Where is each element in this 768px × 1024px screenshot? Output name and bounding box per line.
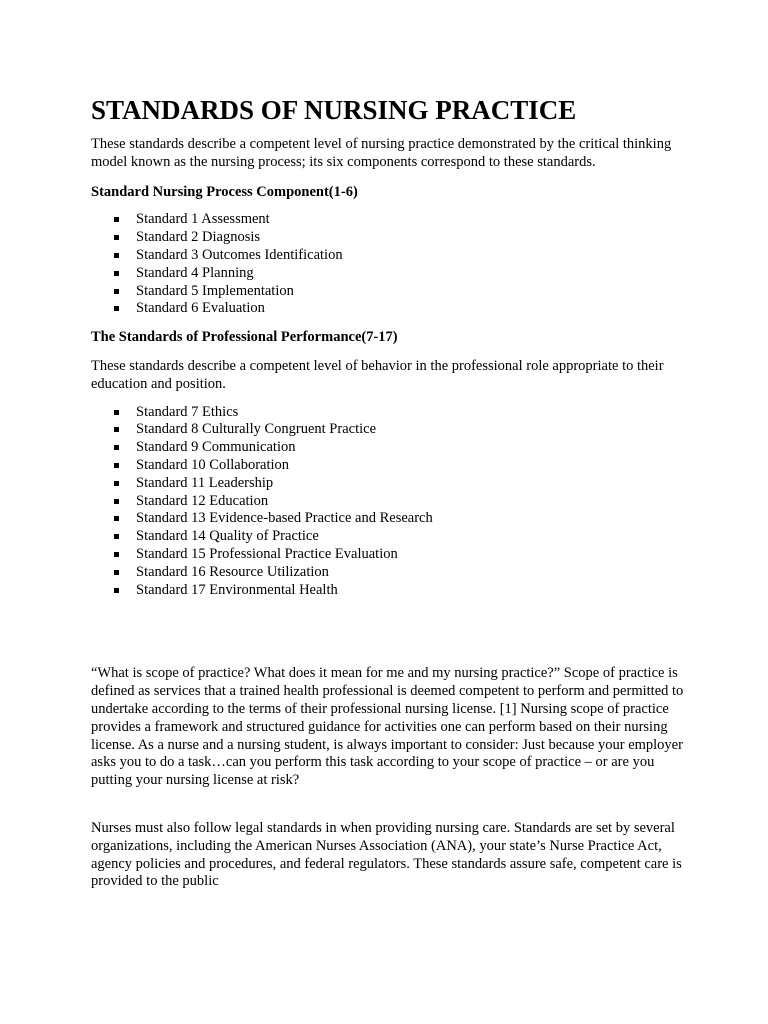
legal-standards-paragraph: Nurses must also follow legal standards in when providing nursing care. Standards are set by several organizations, including the American Nurses Association (ANA), your state’s Nurse Practice Act, agency policies and procedures, and federal regulators. These standards assure safe, competent care is provided to the public bbox=[91, 819, 682, 890]
square-bullet-icon bbox=[114, 410, 119, 415]
square-bullet-icon bbox=[114, 217, 119, 222]
list-item: Standard 5 Implementation bbox=[91, 283, 691, 301]
square-bullet-icon bbox=[114, 427, 119, 432]
list-item: Standard 11 Leadership bbox=[91, 475, 691, 493]
list-item: Standard 8 Culturally Congruent Practice bbox=[91, 421, 691, 439]
square-bullet-icon bbox=[114, 552, 119, 557]
scope-of-practice-paragraph: “What is scope of practice? What does it mean for me and my nursing practice?” Scope of practice is defined as services that a trained health professional is deemed competent to perform and permitted to undertake according to the terms of their professional nursing license. [1] Nursing scope of practice provides a framework and structured guidance for activities one can perform based on their nursing license. As a nurse and a nursing student, is always important to consider: Just because your employer asks you to do a task…can you perform this task according to your scope of practice – or are you putting your nursing license at risk? bbox=[91, 665, 684, 789]
list-item: Standard 9 Communication bbox=[91, 439, 691, 457]
intro-paragraph: These standards describe a competent level of nursing practice demonstrated by the critical thinking model known as the nursing process; its six components correspond to these standards. bbox=[91, 136, 672, 170]
section2-heading: The Standards of Professional Performance(7-17) bbox=[91, 329, 398, 346]
square-bullet-icon bbox=[114, 463, 119, 468]
professional-performance-list bbox=[91, 404, 691, 600]
square-bullet-icon bbox=[114, 289, 119, 294]
square-bullet-icon bbox=[114, 235, 119, 240]
square-bullet-icon bbox=[114, 499, 119, 504]
document-page bbox=[91, 94, 691, 891]
list-item: Standard 13 Evidence-based Practice and Research bbox=[91, 510, 691, 528]
square-bullet-icon bbox=[114, 481, 119, 486]
square-bullet-icon bbox=[114, 306, 119, 311]
square-bullet-icon bbox=[114, 271, 119, 276]
square-bullet-icon bbox=[114, 445, 119, 450]
list-item: Standard 2 Diagnosis bbox=[91, 229, 691, 247]
list-item: Standard 10 Collaboration bbox=[91, 457, 691, 475]
square-bullet-icon bbox=[114, 570, 119, 575]
nursing-process-list bbox=[91, 211, 691, 318]
list-item: Standard 16 Resource Utilization bbox=[91, 564, 691, 582]
document-title: STANDARDS OF NURSING PRACTICE bbox=[91, 95, 577, 125]
section2-description: These standards describe a competent level of behavior in the professional role appropriate to their education and position. bbox=[91, 357, 664, 392]
square-bullet-icon bbox=[114, 588, 119, 593]
section1-heading: Standard Nursing Process Component(1-6) bbox=[91, 183, 358, 200]
list-item: Standard 1 Assessment bbox=[91, 211, 691, 229]
square-bullet-icon bbox=[114, 253, 119, 258]
list-item: Standard 12 Education bbox=[91, 493, 691, 511]
list-item: Standard 4 Planning bbox=[91, 265, 691, 283]
list-item: Standard 6 Evaluation bbox=[91, 300, 691, 318]
list-item: Standard 17 Environmental Health bbox=[91, 582, 691, 600]
square-bullet-icon bbox=[114, 516, 119, 521]
list-item: Standard 14 Quality of Practice bbox=[91, 528, 691, 546]
list-item: Standard 3 Outcomes Identification bbox=[91, 247, 691, 265]
list-item: Standard 7 Ethics bbox=[91, 404, 691, 422]
list-item: Standard 15 Professional Practice Evaluation bbox=[91, 546, 691, 564]
square-bullet-icon bbox=[114, 534, 119, 539]
